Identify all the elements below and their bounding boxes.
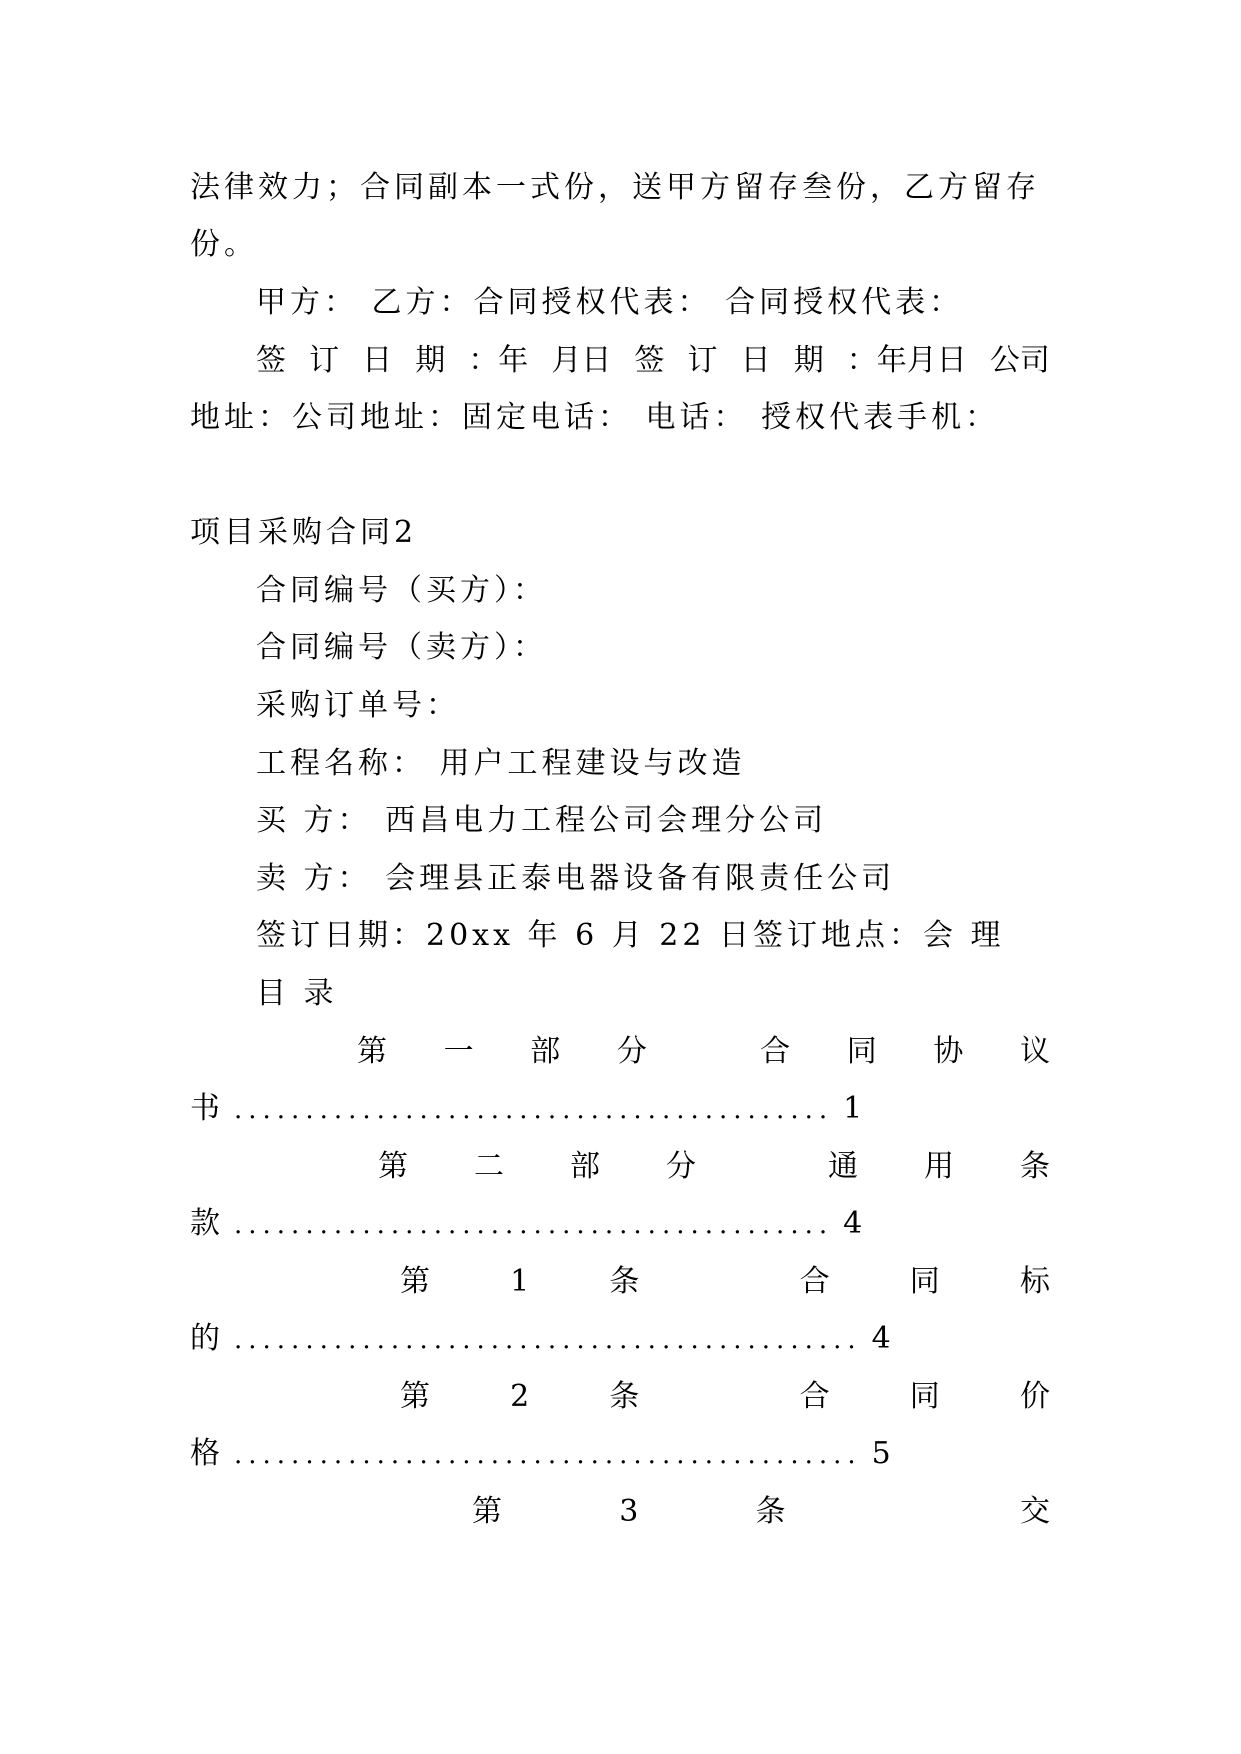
toc-tail: 格 bbox=[190, 1436, 220, 1471]
parties-line: 甲方： 乙方：合同授权代表： 合同授权代表： bbox=[256, 285, 964, 320]
toc-word: 通 bbox=[828, 1149, 858, 1184]
toc-word: 第 bbox=[357, 1034, 387, 1069]
toc-entry-part2 bbox=[378, 1147, 1050, 1187]
toc-entry-part1-tail bbox=[190, 1089, 1050, 1129]
sign-text: 签 bbox=[634, 343, 665, 378]
toc-entry-article1-tail bbox=[190, 1319, 1050, 1359]
sign-date-place: 签订日期：20xx 年 6 月 22 日签订地点：会 理 bbox=[256, 918, 1005, 953]
toc-word: 同 bbox=[909, 1379, 940, 1414]
toc-dots: ............................................ bbox=[234, 1440, 862, 1470]
toc-word: 条 bbox=[609, 1264, 640, 1299]
toc-word: 合 bbox=[760, 1034, 791, 1069]
buyer-contract-no: 合同编号（买方）： bbox=[256, 573, 547, 608]
toc-word: 条 bbox=[609, 1379, 640, 1414]
toc-entry-part1 bbox=[357, 1032, 1050, 1072]
sign-text: ：年 bbox=[468, 343, 529, 378]
toc-word: 部 bbox=[570, 1149, 600, 1184]
toc-entry-article2 bbox=[400, 1377, 1050, 1417]
section-title: 项目采购合同2 bbox=[190, 515, 418, 550]
toc-entry-article3 bbox=[472, 1492, 1050, 1532]
toc-word: 第 bbox=[472, 1494, 502, 1529]
toc-word: 分 bbox=[666, 1149, 696, 1184]
toc-word: 条 bbox=[755, 1494, 786, 1529]
toc-page-number: 1 bbox=[843, 1091, 863, 1126]
toc-word: 1 bbox=[510, 1264, 530, 1299]
toc-word: 标 bbox=[1019, 1264, 1050, 1299]
toc-word: 价 bbox=[1019, 1379, 1050, 1414]
sign-text: 期 bbox=[415, 343, 446, 378]
toc-word: 合 bbox=[799, 1379, 830, 1414]
sign-date-line bbox=[256, 341, 1050, 381]
sign-text: ：年月日 bbox=[846, 343, 967, 378]
order-no: 采购订单号： bbox=[256, 688, 460, 723]
sign-text: 订 bbox=[687, 343, 718, 378]
toc-word: 用 bbox=[924, 1149, 954, 1184]
sign-text: 公司 bbox=[989, 343, 1050, 378]
sign-text: 月日 bbox=[551, 343, 612, 378]
toc-word: 分 bbox=[616, 1034, 647, 1069]
toc-word: 二 bbox=[474, 1149, 504, 1184]
toc-tail: 款 bbox=[190, 1206, 220, 1241]
sign-text: 签 bbox=[256, 343, 286, 378]
toc-word: 议 bbox=[1020, 1034, 1050, 1069]
toc-dots: .......................................... bbox=[234, 1095, 834, 1125]
toc-word: 部 bbox=[530, 1034, 561, 1069]
toc-dots: ............................................ bbox=[234, 1325, 862, 1355]
toc-word: 第 bbox=[400, 1264, 430, 1299]
sign-text: 期 bbox=[793, 343, 824, 378]
seller-name: 卖 方： 会理县正泰电器设备有限责任公司 bbox=[256, 861, 896, 896]
toc-word: 协 bbox=[933, 1034, 964, 1069]
toc-entry-article1 bbox=[400, 1262, 1050, 1302]
paragraph-line: 法律效力；合同副本一式份，送甲方留存叁份，乙方留存 bbox=[190, 170, 1040, 205]
toc-page-number: 4 bbox=[843, 1206, 863, 1241]
toc-word: 交 bbox=[1019, 1494, 1050, 1529]
project-name: 工程名称： 用户工程建设与改造 bbox=[256, 746, 746, 781]
toc-dots: .......................................... bbox=[234, 1210, 834, 1240]
toc-word: 第 bbox=[378, 1149, 408, 1184]
toc-tail: 的 bbox=[190, 1321, 220, 1356]
sign-text: 日 bbox=[740, 343, 771, 378]
toc-word: 一 bbox=[443, 1034, 474, 1069]
toc-word: 同 bbox=[909, 1264, 940, 1299]
sign-text: 订 bbox=[309, 343, 340, 378]
buyer-name: 买 方： 西昌电力工程公司会理分公司 bbox=[256, 803, 828, 838]
toc-tail: 书 bbox=[190, 1091, 220, 1126]
address-line: 地址：公司地址：固定电话： 电话： 授权代表手机： bbox=[190, 400, 1000, 435]
seller-contract-no: 合同编号（卖方）： bbox=[256, 630, 547, 665]
sign-text: 日 bbox=[362, 343, 393, 378]
toc-entry-article2-tail bbox=[190, 1434, 1050, 1474]
toc-title: 目 录 bbox=[256, 976, 338, 1011]
toc-word: 同 bbox=[846, 1034, 877, 1069]
toc-entry-part2-tail bbox=[190, 1204, 1050, 1244]
toc-word: 3 bbox=[619, 1494, 639, 1529]
paragraph-line: 份。 bbox=[190, 227, 258, 262]
toc-word: 2 bbox=[510, 1379, 530, 1414]
toc-word: 条 bbox=[1020, 1149, 1050, 1184]
toc-page-number: 4 bbox=[871, 1321, 891, 1356]
toc-page-number: 5 bbox=[871, 1436, 891, 1471]
toc-word: 第 bbox=[400, 1379, 430, 1414]
toc-word: 合 bbox=[799, 1264, 830, 1299]
